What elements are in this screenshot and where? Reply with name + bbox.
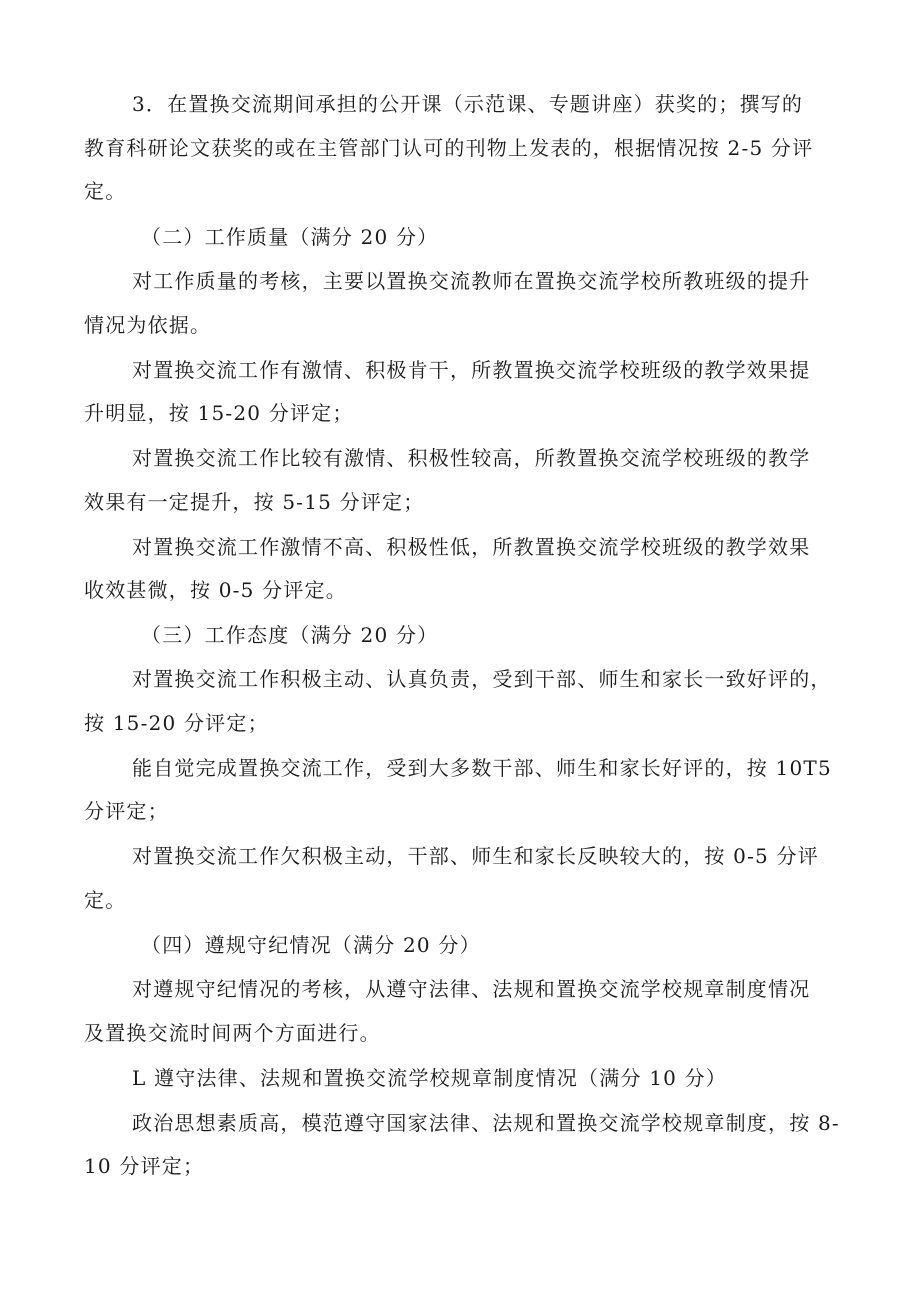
paragraph-line: 对置换交流工作积极主动、认真负责，受到干部、师生和家长一致好评的，: [132, 667, 832, 691]
paragraph-line: 对遵规守纪情况的考核，从遵守法律、法规和置换交流学校规章制度情况: [132, 977, 811, 1001]
paragraph-line: 3．在置换交流期间承担的公开课（示范课、专题讲座）获奖的；撰写的: [132, 92, 804, 116]
paragraph-line: 定。: [84, 179, 127, 203]
paragraph-line: 分评定；: [84, 799, 169, 823]
paragraph-line: 定。: [84, 888, 127, 912]
paragraph-line: 升明显，按 15-20 分评定；: [84, 401, 354, 425]
paragraph-line: 情况为依据。: [84, 313, 212, 337]
paragraph-line: 按 15-20 分评定；: [84, 711, 269, 735]
paragraph-line: 及置换交流时间两个方面进行。: [84, 1021, 381, 1045]
paragraph-line: 对置换交流工作比较有激情、积极性较高，所教置换交流学校班级的教学: [132, 446, 811, 470]
paragraph-line: 效果有一定提升，按 5-15 分评定；: [84, 490, 425, 514]
paragraph-line: 能自觉完成置换交流工作，受到大多数干部、师生和家长好评的，按 10T5: [132, 756, 832, 780]
paragraph-line: 对置换交流工作欠积极主动，干部、师生和家长反映较大的，按 0-5 分评: [132, 844, 819, 868]
paragraph-line: 教育科研论文获奖的或在主管部门认可的刊物上发表的，根据情况按 2-5 分评: [84, 136, 814, 160]
paragraph-line: 对置换交流工作激情不高、积极性低，所教置换交流学校班级的教学效果: [132, 535, 811, 559]
section-heading: （二）工作质量（满分 20 分）: [141, 225, 439, 249]
paragraph-line: 对置换交流工作有激情、积极肯干，所教置换交流学校班级的教学效果提: [132, 358, 811, 382]
section-heading: （四）遵规守纪情况（满分 20 分）: [141, 933, 481, 957]
paragraph-line: 对工作质量的考核，主要以置换交流教师在置换交流学校所教班级的提升: [132, 269, 811, 293]
paragraph-line: L 遵守法律、法规和置换交流学校规章制度情况（满分 10 分）: [132, 1066, 728, 1090]
section-heading: （三）工作态度（满分 20 分）: [141, 623, 439, 647]
paragraph-line: 政治思想素质高，模范遵守国家法律、法规和置换交流学校规章制度，按 8-: [132, 1111, 840, 1135]
paragraph-line: 10 分评定；: [84, 1154, 205, 1178]
paragraph-line: 收效甚微，按 0-5 分评定。: [84, 578, 347, 602]
